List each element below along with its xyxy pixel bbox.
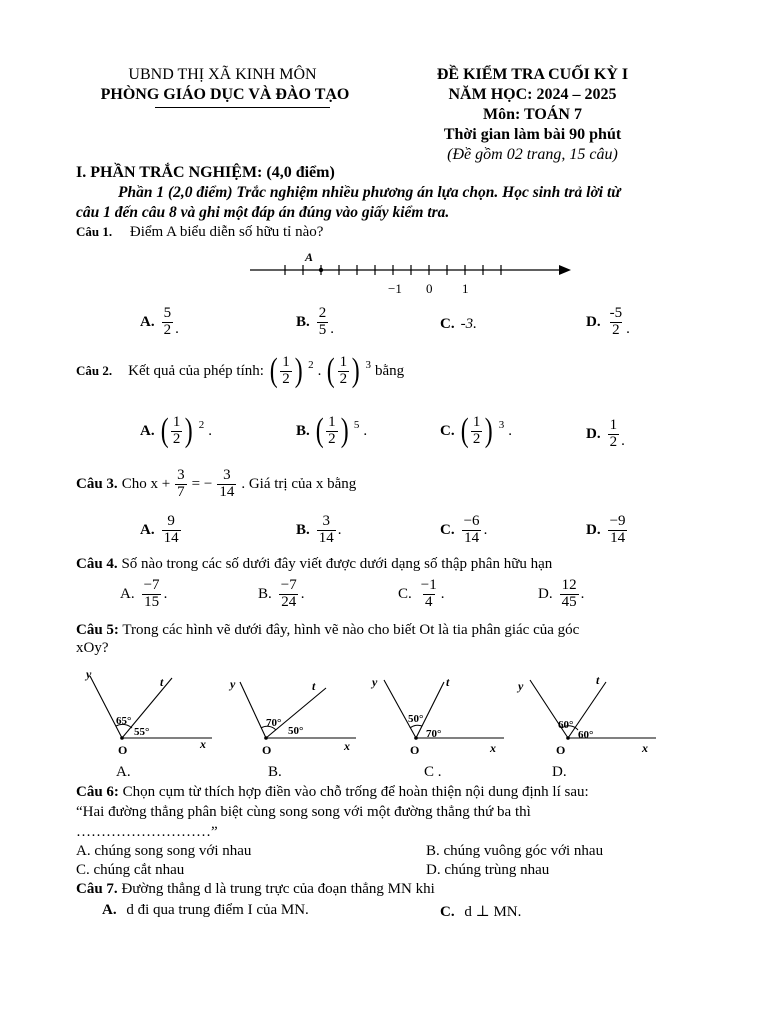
svg-text:O: O [410, 743, 420, 757]
svg-text:t: t [596, 673, 600, 687]
svg-text:60°: 60° [578, 729, 594, 741]
q3-question: Câu 3. Cho x + $\frac{3}{7}$ = − $\frac{3}{14}$ . Giá trị của x bằng [76, 467, 357, 500]
q2-tail: bằng [374, 362, 405, 379]
q5-question-line1: Câu 5: Trong các hình vẽ dưới đây, hình vẽ nào cho biết Ot là tia phân giác của góc [76, 622, 580, 638]
q5-caption-b: B. [268, 764, 282, 780]
header-right-line3: Môn: TOÁN 7 [483, 106, 582, 123]
q4-option-d[interactable]: D. $\frac{12}{45}$ . [538, 577, 585, 610]
part1-line1: Phần 1 (2,0 điểm) Trắc nghiệm nhiều phương án lựa chọn. Học sinh trả lời từ [118, 184, 621, 201]
q1-text: Điểm A biểu diễn số hữu tỉ nào? [129, 224, 324, 240]
q4-option-c[interactable]: C. $\frac{-1}{4}$ . [398, 577, 445, 610]
q1-question [76, 224, 323, 241]
svg-text:50°: 50° [408, 713, 424, 725]
q6-question-line1: Câu 6: Chọn cụm từ thích hợp điền vào chỗ trống để hoàn thiện nội dung định lí sau: [76, 784, 589, 800]
q5-label: Câu 5: [76, 622, 119, 638]
svg-text:y: y [86, 668, 92, 681]
header-left-line1: UBND THỊ XÃ KINH MÔN [128, 66, 317, 83]
q3-label: Câu 3. [76, 475, 118, 492]
q1-point-label: A [305, 250, 314, 264]
q7-label: Câu 7. [76, 881, 118, 897]
q7-option-c[interactable]: C. d ⊥ MN. [440, 904, 522, 920]
svg-text:y: y [518, 679, 524, 693]
svg-text:70°: 70° [266, 717, 282, 729]
q1-option-d[interactable]: D. $\frac{-5}{2}$ . [586, 305, 630, 338]
svg-text:55°: 55° [134, 726, 150, 738]
svg-text:t: t [446, 675, 450, 689]
q2-option-d[interactable]: D. $\frac{1}{2}$ . [586, 417, 625, 450]
q2-text: Kết quả của phép tính: [128, 362, 264, 379]
q6-option-b[interactable]: B. chúng vuông góc với nhau [426, 843, 604, 859]
svg-text:x: x [200, 737, 206, 751]
q6-option-a[interactable]: A. chúng song song với nhau [76, 843, 252, 859]
q1-option-c-label: C. [440, 316, 455, 332]
q4-option-a[interactable]: A. $\frac{-7}{15}$ . [120, 577, 168, 610]
q3-option-b[interactable]: B. $\frac{3}{14}$ . [296, 513, 342, 546]
svg-text:t: t [312, 679, 316, 693]
q2-label: Câu 2. [76, 363, 113, 378]
header-right-line4: Thời gian làm bài 90 phút [443, 126, 622, 143]
section-title: I. PHẦN TRẮC NGHIỆM: (4,0 điểm) [76, 164, 335, 181]
q5-figure-d [512, 668, 662, 760]
q5-question-line2: xOy? [76, 640, 109, 656]
q2-option-a[interactable]: A. ( $\frac{1}{2}$ ) 2 . [140, 412, 212, 449]
q4-text: Số nào trong các số dưới đây viết được dưới dạng số thập phân hữu hạn [121, 556, 553, 572]
q4-question [76, 556, 552, 573]
q7-question: Câu 7. Đường thẳng d là trung trực của đoạn thẳng MN khi [76, 881, 435, 897]
svg-text:65°: 65° [116, 715, 132, 727]
header-left-line2: PHÒNG GIÁO DỤC VÀ ĐÀO TẠO [100, 86, 350, 103]
q1-option-c-text: -3. [460, 316, 477, 332]
q1-option-b-label: B. [296, 313, 310, 330]
q5-figure-a [82, 668, 222, 760]
q1-point-a [319, 268, 323, 272]
q1-tick-label-neg1: −1 [388, 281, 402, 296]
svg-text:x: x [490, 741, 496, 755]
q4-option-b[interactable]: B. $\frac{-7}{24}$ . [258, 577, 305, 610]
q6-label: Câu 6: [76, 784, 119, 800]
header-right-line5: (Đề gồm 02 trang, 15 câu) [447, 146, 618, 163]
q5-caption-a: A. [116, 764, 131, 780]
svg-text:70°: 70° [426, 728, 442, 740]
q1-option-a[interactable]: A. $\frac{5}{2}$ . [140, 305, 179, 338]
q1-label: Câu 1. [76, 224, 113, 239]
svg-text:y: y [372, 675, 378, 689]
q1-option-c[interactable] [440, 316, 477, 333]
q6-option-c[interactable]: C. chúng cắt nhau [76, 862, 185, 878]
svg-text:O: O [556, 743, 566, 757]
q1-option-a-label: A. [140, 313, 155, 330]
svg-text:y: y [230, 677, 236, 691]
q1-option-d-label: D. [586, 313, 601, 330]
q5-figure-b [226, 668, 366, 760]
q5-figure-c [370, 668, 510, 760]
q4-label: Câu 4. [76, 556, 118, 572]
q1-number-line [245, 250, 575, 296]
q7-option-a[interactable]: A. d đi qua trung điểm I của MN. [102, 902, 309, 918]
q3-option-a[interactable]: A. $\frac{9}{14}$ [140, 513, 179, 546]
svg-text:x: x [642, 741, 648, 755]
q5-caption-d: D. [552, 764, 567, 780]
part1-line2: câu 1 đến câu 8 và ghi một đáp án đúng vào giấy kiểm tra. [76, 204, 450, 221]
q1-tick-label-0: 0 [426, 281, 433, 296]
q2-option-c[interactable]: C. ( $\frac{1}{2}$ ) 3 . [440, 412, 512, 449]
q6-question-line2: “Hai đường thẳng phân biệt cùng song song với một đường thẳng thứ ba thì [76, 804, 531, 820]
header-right-line1: ĐỀ KIỂM TRA CUỐI KỲ I [436, 66, 629, 83]
q3-option-d[interactable]: D. $\frac{-9}{14}$ [586, 513, 626, 546]
q2-question: Câu 2. Kết quả của phép tính: ( $\frac{1}{2}$ ) 2 . ( $\frac{1}{2}$ ) 3 bằng [76, 352, 405, 389]
header-underline [155, 107, 330, 108]
q2-option-b[interactable]: B. ( $\frac{1}{2}$ ) 5 . [296, 412, 368, 449]
svg-text:t: t [160, 675, 164, 689]
q1-option-d-fraction: $\frac{-5}{2}$ [609, 305, 623, 338]
q1-option-a-fraction: $\frac{5}{2}$ [163, 305, 172, 338]
q1-option-b[interactable]: B. $\frac{2}{5}$ . [296, 305, 335, 338]
q1-tick-label-1: 1 [462, 281, 469, 296]
q3-option-c[interactable]: C. $\frac{-6}{14}$ . [440, 513, 488, 546]
svg-text:x: x [344, 739, 350, 753]
svg-text:O: O [262, 743, 272, 757]
q6-question-line3: ………………………” [76, 824, 218, 840]
svg-text:O: O [118, 743, 128, 757]
q5-caption-c: C . [424, 764, 442, 780]
q1-option-b-fraction: $\frac{2}{5}$ [318, 305, 327, 338]
svg-text:60°: 60° [558, 719, 574, 731]
svg-text:50°: 50° [288, 725, 304, 737]
q6-option-d[interactable]: D. chúng trùng nhau [426, 862, 550, 878]
header-right-line2: NĂM HỌC: 2024 – 2025 [448, 86, 617, 103]
